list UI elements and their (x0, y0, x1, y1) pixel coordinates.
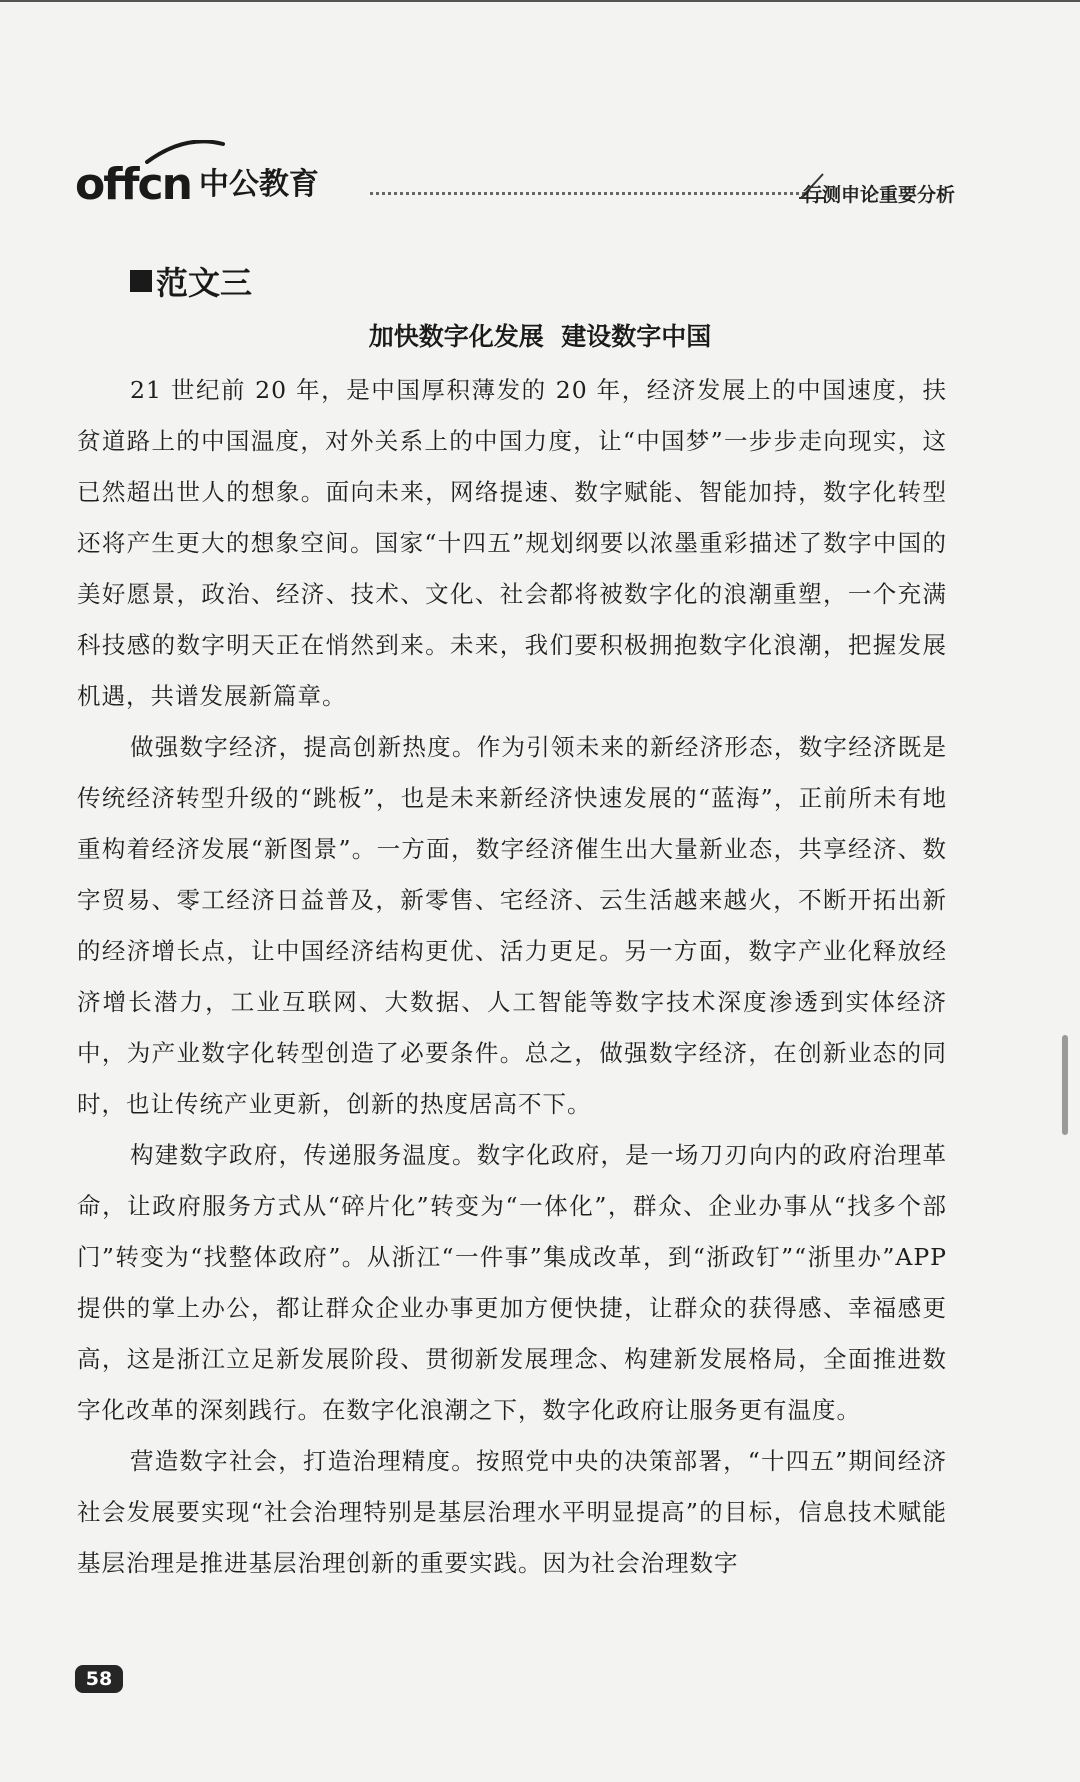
scrollbar-thumb[interactable] (1062, 1035, 1068, 1135)
offcn-logo (75, 150, 319, 210)
page-header (75, 150, 955, 210)
top-border (0, 0, 1080, 2)
logo-chinese-text: 中公教育 (198, 167, 319, 202)
paragraph: 21 世纪前 20 年，是中国厚积薄发的 20 年，经济发展上的中国速度，扶贫道路上的中国温度，对外关系上的中国力度，让“中国梦”一步步走向现实，这已然超出世人的想象。面向未来，网络提速、数字赋能、智能加持，数字化转型还将产生更大的想象空间。国家“十四五”规划纲要以浓墨重彩描述了数字中国的美好愿景，政治、经济、技术、文化、社会都将被数字化的浪潮重塑，一个充满科技感的数字明天正在悄然到来。未来，我们要积极拥抱数字化浪潮，把握发展机遇，共谱发展新篇章。 (77, 376, 947, 710)
article-body (77, 365, 947, 1589)
paragraph: 做强数字经济，提高创新热度。作为引领未来的新经济形态，数字经济既是传统经济转型升级的“跳板”，也是未来新经济快速发展的“蓝海”，正前所未有地重构着经济发展“新图景”。一方面，数字经济催生出大量新业态，共享经济、数字贸易、零工经济日益普及，新零售、宅经济、云生活越来越火，不断开拓出新的经济增长点，让中国经济结构更优、活力更足。另一方面，数字产业化释放经济增长潜力，工业互联网、大数据、人工智能等数字技术深度渗透到实体经济中，为产业数字化转型创造了必要条件。总之，做强数字经济，在创新业态的同时，也让传统产业更新，创新的热度居高不下。 (77, 733, 947, 1118)
black-square-icon (130, 270, 152, 292)
logo-latin-text: offcn (75, 159, 191, 210)
section-tag: 行测申论重要分析 (802, 184, 955, 206)
section-heading (130, 258, 252, 304)
paragraph: 构建数字政府，传递服务温度。数字化政府，是一场刀刃向内的政府治理革命，让政府服务方式从“碎片化”转变为“一体化”，群众、企业办事从“找多个部门”转变为“找整体政府”。从浙江“一件事”集成改革，到“浙政钉”“浙里办”APP 提供的掌上办公，都让群众企业办事更加方便快捷，让群众的获得感、幸福感更高，这是浙江立足新发展阶段、贯彻新发展理念、构建新发展格局，全面推进数字化改革的深刻践行。在数字化浪潮之下，数字化政府让服务更有温度。 (77, 1141, 947, 1424)
logo-swoosh-icon (145, 140, 225, 164)
section-heading-text: 范文三 (156, 264, 253, 302)
page-number-badge: 58 (75, 1665, 123, 1693)
paragraph: 营造数字社会，打造治理精度。按照党中央的决策部署，“十四五”期间经济社会发展要实现“社会治理特别是基层治理水平明显提高”的目标，信息技术赋能基层治理是推进基层治理创新的重要实践。因为社会治理数字 (77, 1447, 947, 1577)
article-title: 加快数字化发展 建设数字中国 (368, 322, 712, 351)
header-dotted-rule (370, 192, 805, 195)
